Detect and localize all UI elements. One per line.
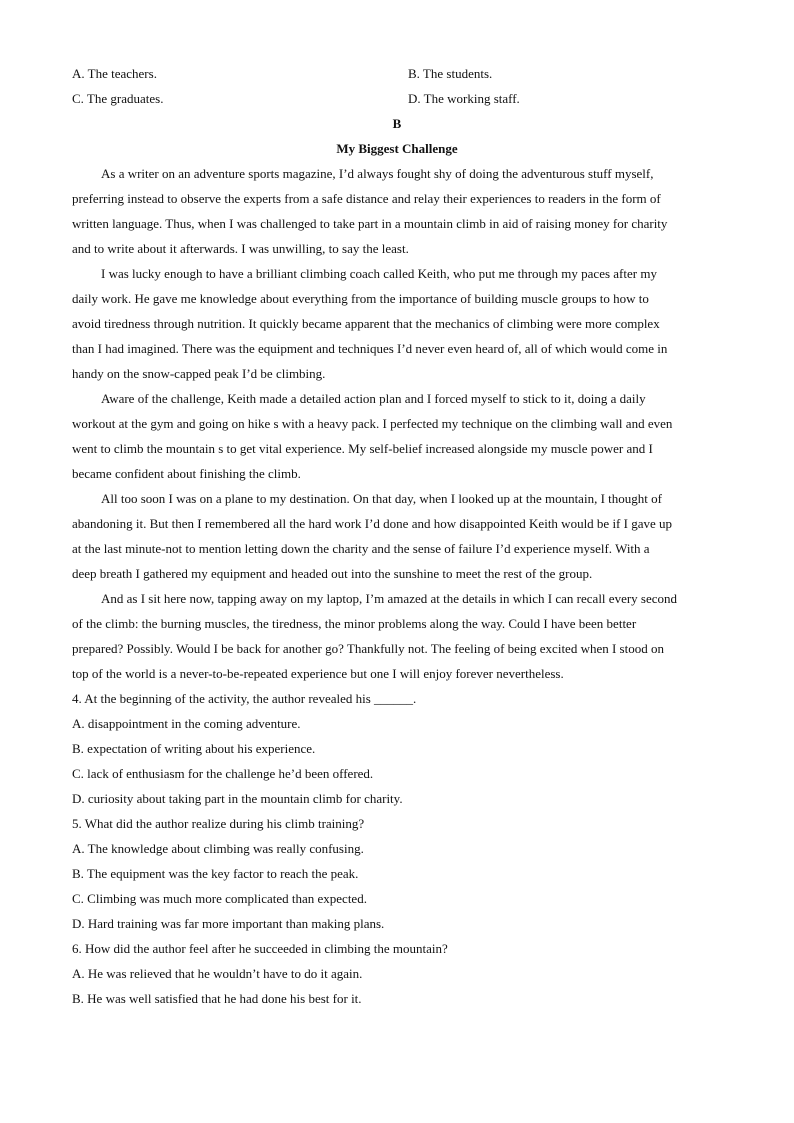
- q5-option-d: D. Hard training was far more important than making plans.: [72, 916, 385, 931]
- passage-line: daily work. He gave me knowledge about everything from the importance of building muscle groups to how to: [72, 291, 649, 306]
- q4-option-d: D. curiosity about taking part in the mountain climb for charity.: [72, 791, 403, 806]
- question-6: 6. How did the author feel after he succeeded in climbing the mountain?: [72, 941, 448, 956]
- option-a: A. The teachers.: [72, 66, 157, 81]
- passage-line: All too soon I was on a plane to my destination. On that day, when I looked up at the mountain, I thought of: [101, 491, 662, 506]
- passage-title: My Biggest Challenge: [336, 141, 458, 156]
- passage-line: As a writer on an adventure sports magazine, I’d always fought shy of doing the adventurous stuff myself,: [101, 166, 654, 181]
- passage-line: than I had imagined. There was the equipment and techniques I’d never even heard of, all of which would come in: [72, 341, 668, 356]
- passage-line: written language. Thus, when I was challenged to take part in a mountain climb in aid of raising money for charity: [72, 216, 668, 231]
- passage-line: became confident about finishing the climb.: [72, 466, 301, 481]
- q6-option-b: B. He was well satisfied that he had done his best for it.: [72, 991, 362, 1006]
- passage-line: I was lucky enough to have a brilliant climbing coach called Keith, who put me through my paces after my: [101, 266, 657, 281]
- passage-line: And as I sit here now, tapping away on my laptop, I’m amazed at the details in which I can recall every second: [101, 591, 678, 606]
- passage-line: handy on the snow-capped peak I’d be climbing.: [72, 366, 326, 381]
- q6-option-a: A. He was relieved that he wouldn’t have to do it again.: [72, 966, 363, 981]
- passage-line: prepared? Possibly. Would I be back for another go? Thankfully not. The feeling of being excited when I stood on: [72, 641, 664, 656]
- question-4: 4. At the beginning of the activity, the author revealed his ______.: [72, 691, 417, 706]
- section-label: B: [392, 116, 402, 131]
- passage-line: deep breath I gathered my equipment and headed out into the sunshine to meet the rest of the group.: [72, 566, 593, 581]
- passage-line: went to climb the mountain s to get vital experience. My self-belief increased alongside my muscle power and I: [72, 441, 653, 456]
- option-d: D. The working staff.: [408, 91, 520, 106]
- q4-option-b: B. expectation of writing about his experience.: [72, 741, 316, 756]
- option-b: B. The students.: [408, 66, 493, 81]
- passage-line: and to write about it afterwards. I was unwilling, to say the least.: [72, 241, 409, 256]
- passage-line: preferring instead to observe the experts from a safe distance and relay their experiences to readers in the form of: [72, 191, 661, 206]
- q5-option-b: B. The equipment was the key factor to reach the peak.: [72, 866, 359, 881]
- passage-line: avoid tiredness through nutrition. It quickly became apparent that the mechanics of climbing were more complex: [72, 316, 660, 331]
- passage-line: workout at the gym and going on hike s with a heavy pack. I perfected my technique on the climbing wall and even: [72, 416, 673, 431]
- passage-line: Aware of the challenge, Keith made a detailed action plan and I forced myself to stick to it, doing a daily: [101, 391, 646, 406]
- q5-option-c: C. Climbing was much more complicated than expected.: [72, 891, 367, 906]
- q5-option-a: A. The knowledge about climbing was really confusing.: [72, 841, 364, 856]
- passage-line: of the climb: the burning muscles, the tiredness, the minor problems along the way. Could I have been better: [72, 616, 637, 631]
- q4-option-a: A. disappointment in the coming adventure.: [72, 716, 301, 731]
- passage-line: top of the world is a never-to-be-repeated experience but one I will enjoy forever nevertheless.: [72, 666, 564, 681]
- question-5: 5. What did the author realize during his climb training?: [72, 816, 365, 831]
- passage-line: abandoning it. But then I remembered all the hard work I’d done and how disappointed Keith would be if I gave up: [72, 516, 673, 531]
- option-c: C. The graduates.: [72, 91, 164, 106]
- passage-line: at the last minute-not to mention letting down the charity and the sense of failure I’d experience myself. With a: [72, 541, 650, 556]
- q4-option-c: C. lack of enthusiasm for the challenge he’d been offered.: [72, 766, 374, 781]
